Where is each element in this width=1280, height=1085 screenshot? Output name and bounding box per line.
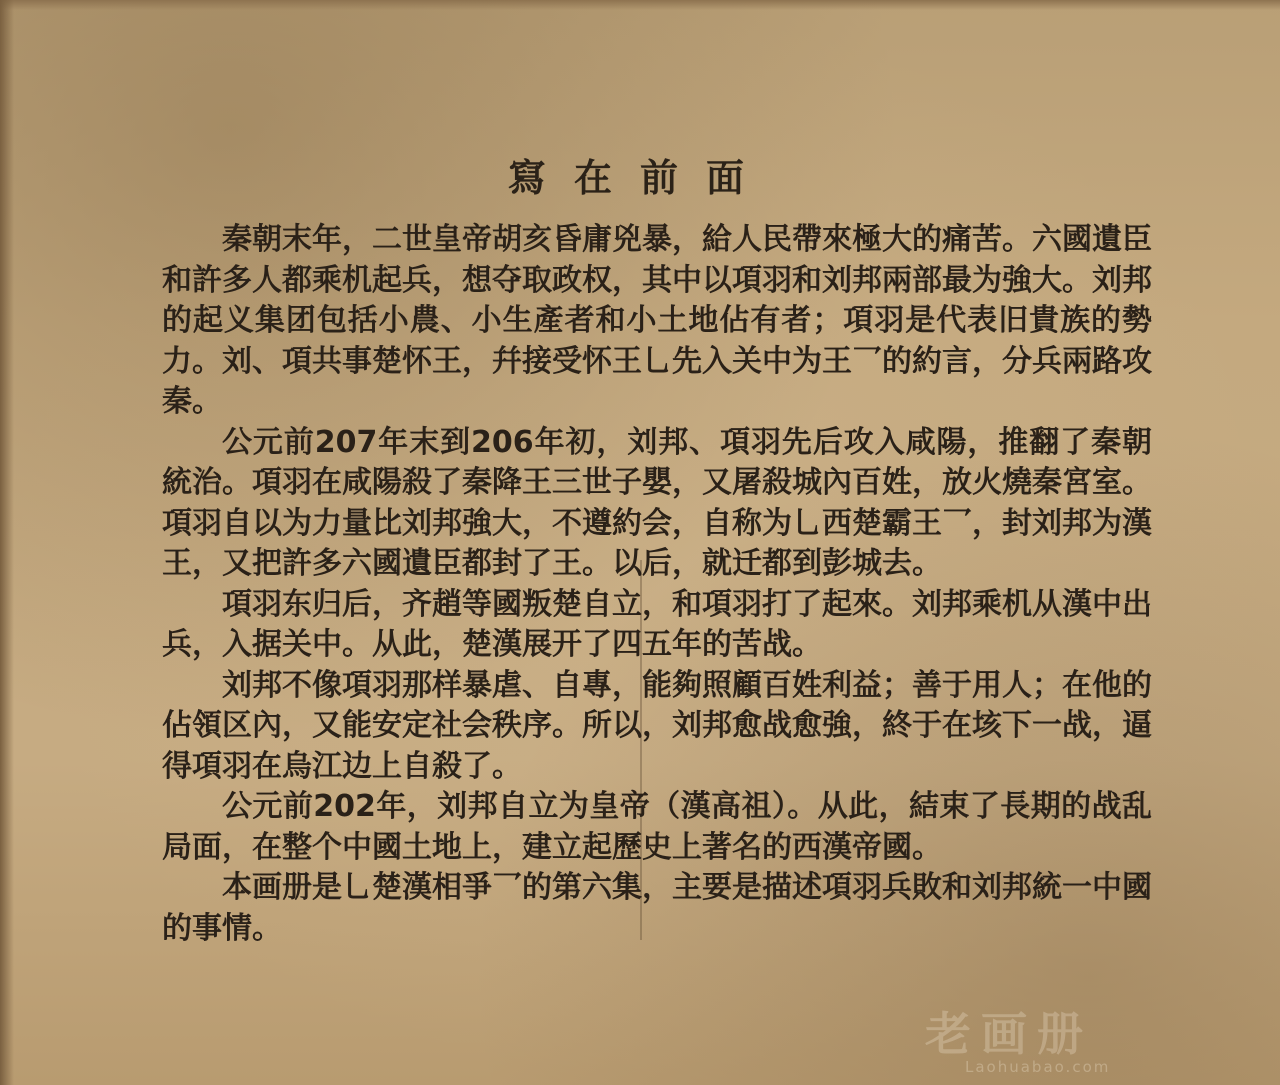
paragraph-6: 本画册是乚楚漢相爭乛的第六集，主要是描述項羽兵敗和刘邦統一中國的事情。 xyxy=(162,870,1152,946)
paragraph-5: 公元前202年，刘邦自立为皇帝（漢高祖）。从此，結束了長期的战乱局面，在整个中國土地上，建立起歷史上著名的西漢帝國。 xyxy=(162,789,1152,865)
page-title: 寫在前面 xyxy=(507,155,772,200)
paragraph-2: 公元前207年末到206年初，刘邦、項羽先后攻入咸陽，推翻了秦朝統治。項羽在咸陽殺了秦降王三世子嬰，又屠殺城內百姓，放火燒秦宮室。項羽自以为力量比刘邦強大，不遵約会，自称为乚西楚霸王乛，封刘邦为漢王，又把許多六國遺臣都封了王。以后，就迁都到彭城去。 xyxy=(162,424,1152,581)
paper-top-edge xyxy=(0,0,1280,10)
paragraph-4: 刘邦不像項羽那样暴虐、自專，能夠照顧百姓利益；善于用人；在他的佔領区內，又能安定社会秩序。所以，刘邦愈战愈強，終于在垓下一战，逼得項羽在烏江边上自殺了。 xyxy=(162,667,1152,784)
paragraph-1: 秦朝末年，二世皇帝胡亥昏庸兇暴，給人民帶來極大的痛苦。六國遺臣和許多人都乘机起兵，想夺取政权，其中以項羽和刘邦兩部最为強大。刘邦的起义集团包括小農、小生產者和小土地佔有者；項羽是代表旧貴族的勢力。刘、項共事楚怀王，幷接受怀王乚先入关中为王乛的約言，分兵兩路攻秦。 xyxy=(162,222,1152,419)
watermark xyxy=(925,1007,1165,1080)
paragraph-3: 項羽东归后，齐趙等國叛楚自立，和項羽打了起來。刘邦乘机从漢中出兵，入据关中。从此，楚漢展开了四五年的苦战。 xyxy=(162,586,1152,662)
watermark-url: Laohuabao.com xyxy=(965,1058,1111,1076)
watermark-logo: 老画册 xyxy=(925,1007,1093,1061)
body-text xyxy=(162,220,1152,949)
